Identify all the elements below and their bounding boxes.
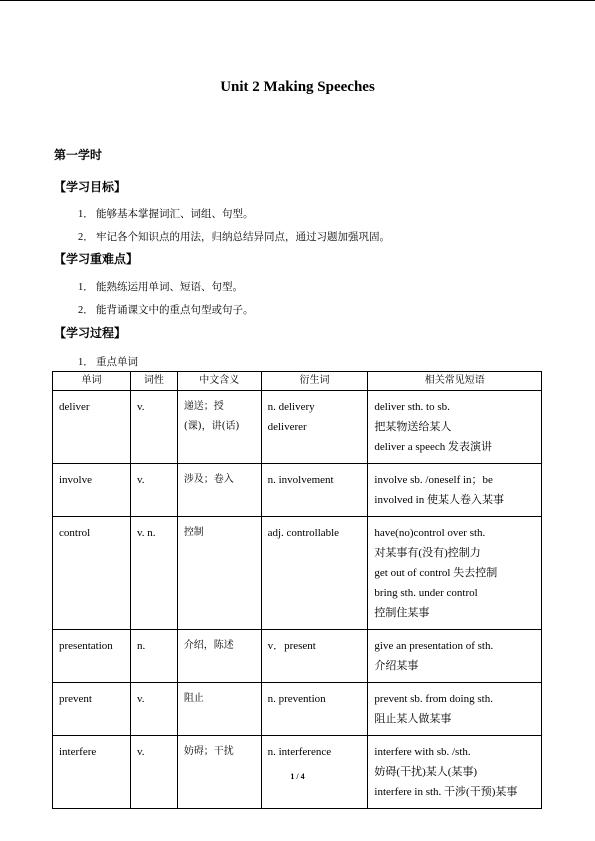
cell-word: involve — [53, 464, 131, 517]
cell-pos: v. — [130, 683, 177, 736]
cell-phrases — [368, 630, 542, 683]
cell-meaning-line: 递送；授 — [183, 401, 224, 412]
cell-meaning — [177, 630, 261, 683]
cell-meaning — [177, 683, 261, 736]
cell-derived-line: n. interference — [267, 746, 332, 758]
cell-phrases-line: interfere with sb. /sth. — [374, 746, 471, 758]
goal-item-number: 1． — [78, 209, 94, 220]
process-sub-number: 1． — [78, 357, 94, 368]
goal-item-number: 2． — [78, 232, 94, 243]
cell-word: interfere — [53, 736, 131, 809]
cell-derived — [261, 683, 368, 736]
cell-pos: v. — [130, 391, 177, 464]
cell-phrases-line: deliver a speech 发表演讲 — [374, 441, 493, 453]
cell-derived — [261, 464, 368, 517]
header-derived: 衍生词 — [261, 372, 368, 391]
cell-phrases-line: give an presentation of sth. — [374, 640, 494, 652]
cell-meaning-line: 阻止 — [183, 693, 204, 704]
focus-item — [78, 279, 243, 294]
header-word: 单词 — [53, 372, 131, 391]
focus-item — [78, 302, 254, 317]
cell-meaning-line: 控制 — [183, 527, 204, 538]
cell-phrases-line: 阻止某人做某事 — [374, 713, 452, 725]
cell-phrases-line: interfere in sth. 干涉(干预)某事 — [374, 786, 518, 798]
cell-phrases-line: 把某物送给某人 — [374, 421, 452, 433]
focus-item-text: 能背诵课文中的重点句型或句子。 — [96, 304, 254, 316]
cell-meaning-line: (课)，讲(话) — [183, 421, 240, 432]
header-pos: 词性 — [130, 372, 177, 391]
cell-derived-line: deliverer — [267, 421, 307, 433]
cell-phrases-line: prevent sb. from doing sth. — [374, 693, 493, 705]
focus-heading: 【学习重难点】 — [54, 252, 139, 266]
goal-item-text: 牢记各个知识点的用法，归纳总结异同点，通过习题加强巩固。 — [96, 231, 390, 243]
cell-phrases-line: 控制住某事 — [374, 607, 430, 619]
page-title: Unit 2 Making Speeches — [220, 79, 375, 95]
cell-phrases-line: involve sb. /oneself in；be — [374, 474, 493, 486]
table-row — [53, 464, 542, 517]
cell-pos: n. — [130, 630, 177, 683]
cell-derived-line: n. delivery — [267, 401, 315, 413]
header-phrases: 相关常见短语 — [368, 372, 542, 391]
cell-pos: v. — [130, 464, 177, 517]
cell-meaning — [177, 464, 261, 517]
cell-meaning-line: 妨碍；干扰 — [183, 746, 234, 757]
cell-word: control — [53, 517, 131, 630]
vocabulary-table — [52, 371, 542, 809]
cell-derived — [261, 630, 368, 683]
cell-derived-line: adj. controllable — [267, 527, 340, 539]
cell-phrases-line: 对某事有(没有)控制力 — [374, 547, 481, 559]
table-header-row — [53, 372, 542, 391]
goal-item — [78, 206, 254, 221]
page-number: 1 / 4 — [290, 772, 305, 781]
goal-item — [78, 229, 390, 244]
focus-item-number: 2． — [78, 305, 94, 316]
cell-word: presentation — [53, 630, 131, 683]
cell-phrases-line: 介绍某事 — [374, 660, 419, 672]
cell-pos: v. — [130, 736, 177, 809]
cell-meaning — [177, 517, 261, 630]
goal-item-text: 能够基本掌握词汇、词组、句型。 — [96, 208, 254, 220]
cell-phrases-line: bring sth. under control — [374, 587, 478, 599]
top-rule — [0, 0, 595, 1]
cell-phrases-line: have(no)control over sth. — [374, 527, 486, 539]
cell-phrases-line: 妨碍(干扰)某人(某事) — [374, 766, 478, 778]
table-row — [53, 630, 542, 683]
table-row — [53, 517, 542, 630]
process-heading: 【学习过程】 — [54, 326, 127, 340]
cell-meaning — [177, 391, 261, 464]
process-sub-text: 重点单词 — [96, 356, 138, 368]
cell-derived — [261, 517, 368, 630]
cell-phrases — [368, 391, 542, 464]
cell-phrases — [368, 517, 542, 630]
cell-phrases-line: involved in 使某人卷入某事 — [374, 494, 504, 506]
table-row — [53, 391, 542, 464]
cell-word: prevent — [53, 683, 131, 736]
goals-heading: 【学习目标】 — [54, 180, 127, 194]
focus-item-number: 1． — [78, 282, 94, 293]
cell-phrases-line: get out of control 失去控制 — [374, 567, 498, 579]
cell-pos: v. n. — [130, 517, 177, 630]
cell-phrases — [368, 464, 542, 517]
cell-word: deliver — [53, 391, 131, 464]
cell-phrases-line: deliver sth. to sb. — [374, 401, 450, 413]
focus-item-text: 能熟练运用单词、短语、句型。 — [96, 281, 243, 293]
cell-derived-line: v．present — [267, 640, 316, 652]
table-row — [53, 683, 542, 736]
cell-meaning-line: 涉及；卷入 — [183, 474, 234, 485]
process-subheading — [78, 354, 138, 369]
header-meaning: 中文含义 — [177, 372, 261, 391]
lesson-heading: 第一学时 — [54, 148, 103, 162]
cell-derived-line: n. prevention — [267, 693, 326, 705]
cell-derived — [261, 391, 368, 464]
cell-meaning-line: 介绍，陈述 — [183, 640, 234, 651]
cell-phrases — [368, 683, 542, 736]
cell-derived-line: n. involvement — [267, 474, 334, 486]
